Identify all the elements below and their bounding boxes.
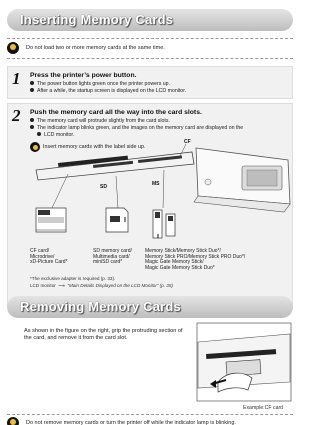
caution-icon — [7, 417, 19, 425]
bullet: The power button lights green once the printer powers up. — [30, 81, 170, 88]
section-title: Inserting Memory Cards — [20, 12, 174, 27]
sd-card-icon — [106, 208, 128, 232]
slot-label-sd: SD — [100, 184, 107, 190]
divider — [7, 38, 293, 39]
caption-line: SD memory card/ — [93, 248, 132, 254]
memory-stick-icons — [153, 210, 175, 238]
printer-button — [205, 179, 211, 185]
footnote-adapter: *The exclusive adapter is required (p. 33). — [30, 276, 116, 281]
memory-stick-caption — [145, 249, 245, 271]
removal-instructions: As shown in the figure on the right, grip the protruding section of the card, and remove it from the card slot. — [24, 328, 183, 342]
section-title: Removing Memory Cards — [20, 299, 181, 314]
footnote-reference — [30, 283, 173, 289]
caption-line: Memory Stick/Memory Stick Duo*/ — [145, 248, 221, 254]
caption-line: Magic Gate Memory Stick/ — [145, 259, 204, 266]
divider — [7, 58, 293, 59]
arrow-right-icon: ⟶ — [57, 283, 67, 288]
footnote-link[interactable]: “Main Details Displayed on the LCD Monitor” (p. 35) — [67, 283, 173, 288]
example-caption: Example:CF card — [243, 405, 284, 411]
bullet: The memory card will protrude slightly from the card slots. — [30, 118, 170, 125]
section-header-removing — [7, 296, 293, 318]
caption-line: Microdrive/ — [30, 253, 55, 260]
caution-note — [7, 417, 293, 425]
step-title: Push the memory card all the way into the card slots. — [30, 109, 202, 116]
caution-note — [7, 42, 293, 54]
step-2-box — [7, 103, 293, 309]
note-text: Insert memory cards with the label side up. — [43, 144, 146, 150]
caption-line: Multimedia card/ — [93, 253, 130, 260]
cf-card-caption — [30, 249, 68, 266]
step-number: 2 — [12, 106, 21, 125]
caption-line: CF card/ — [30, 248, 50, 254]
caution-icon — [7, 42, 19, 54]
divider — [7, 414, 293, 415]
slot-label-cf: CF — [184, 139, 191, 145]
caption-line: Memory Stick PRO/Memory Stick PRO Duo*/ — [145, 253, 246, 260]
lcd-monitor — [247, 170, 277, 186]
cf-card-icon — [36, 208, 66, 232]
footnote-prefix: LCD monitor — [30, 283, 56, 288]
slot-label-ms: MS — [152, 181, 160, 187]
bullet: After a while, the startup screen is displayed on the LCD monitor. — [30, 88, 186, 95]
caution-text: Do not remove memory cards or turn the printer off while the indicator lamp is blinking. — [26, 420, 236, 425]
sd-card-caption — [93, 249, 132, 266]
card-removal-illustration — [196, 322, 292, 402]
step-number: 1 — [12, 69, 21, 88]
caption-line: Magic Gate Memory Stick Duo* — [145, 264, 215, 271]
bullet-continuation: LCD monitor. — [37, 132, 74, 139]
caution-text: Do not load two or more memory cards at the same time. — [26, 45, 165, 51]
section-header-inserting — [7, 9, 293, 31]
caption-line: miniSD card* — [93, 259, 123, 266]
step-title: Press the printer’s power button. — [30, 72, 137, 79]
caption-line: xD-Picture Card* — [30, 259, 68, 266]
step-1-box — [7, 66, 293, 99]
bullet: The indicator lamp blinks green, and the images on the memory card are displayed on the — [30, 125, 243, 132]
